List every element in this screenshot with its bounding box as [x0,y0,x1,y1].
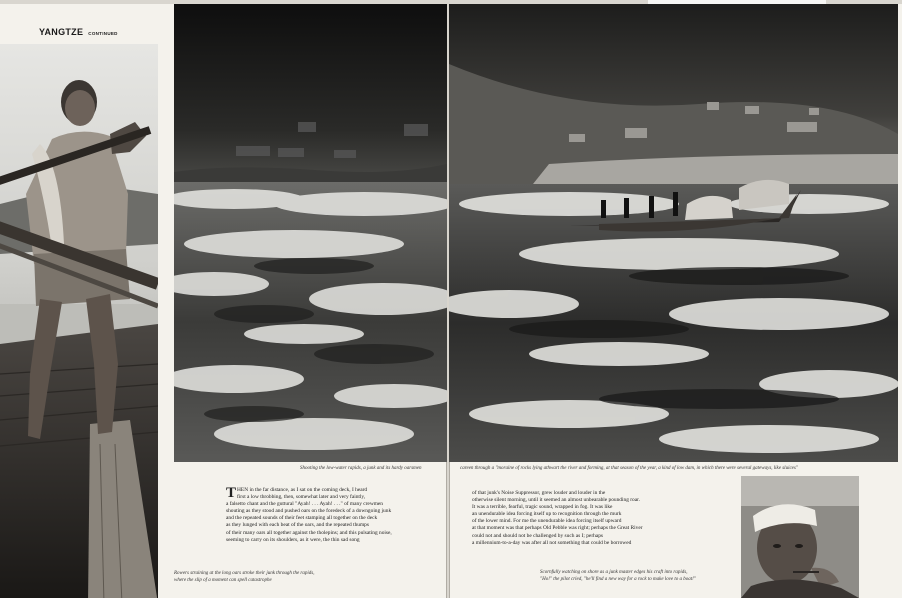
caption-ashore-line1: Scornfully watching on shore as a junk master edges his craft into rapids, [540,570,688,575]
caption-ashore [540,569,696,583]
caption-rowers-line2: where the slip of a moment can spell catastrophe [174,578,272,583]
caption-left: Shooting the low-water rapids, a junk and its hardy oarsmen [300,466,422,471]
caption-right: careen through a "moraine of rocks lying athwart the river and forming, at that season of the year, a kind of low dam, in which there were several gateways, like sluices" [460,466,798,471]
body-line: and the repeated sounds of their feet stamping all together on the deck [226,515,378,522]
section-title: YANGTZE [39,27,84,37]
body-line: of their many oars all together against the tholepins; and this pulsating noise, [226,529,392,536]
body-line: a falsetto chant and the guttural "Ayah! . . . Ayah! . . ." of many crewmen [226,501,383,508]
section-subtitle: CONTINUED [88,31,118,36]
pilot-portrait-photo [741,476,859,598]
body-line: seeming to carry on its shoulders, as it were, the thin sad song [226,536,360,543]
rapids-left-photo [174,4,447,462]
drop-cap: T [226,485,237,501]
section-header [39,27,118,37]
caption-rowers-line1: Rowers straining at the long oars stroke their junk through the rapids, [174,571,315,576]
body-line: at that moment was that perhaps Old Pebble was right; perhaps the Great River [472,525,643,532]
body-column-1 [226,487,392,544]
body-line: as they lunged with each beat of the oars, and the repeated thumps [226,522,369,529]
body-line: an unendurable idea forcing itself up to recognition through the murk [472,511,622,518]
oarsman-photo [0,44,158,598]
body-line: HEN in the far distance, as I sat on the coming deck, I heard [237,487,368,493]
body-line: first a low throbbing, then, somewhat later and very faintly, [237,494,366,501]
body-line: shouting as they stood and pushed oars on the foredeck of a downgoing junk [226,508,392,515]
body-line: otherwise silent morning, until it seemed an almost unbearable pounding roar. [472,497,640,504]
body-line: of the lower mind. For me the unendurable idea forcing itself upward [472,518,622,525]
caption-rowers [174,570,314,584]
caption-ashore-line2: "Ho!" the pilot cried, "he'll find a new way for a rock to make love to a boat!" [540,577,696,582]
body-column-2 [472,490,643,547]
body-line: of that junk's Noise Suppressor, grew louder and louder in the [472,490,606,496]
body-line: could not and should not be challenged by such as I; perhaps [472,532,603,539]
rapids-right-photo [449,4,898,462]
body-line: a millennium-to-a-day was after all not something that could be borrowed [472,539,632,546]
body-line: It was a terrible, fearful, tragic sound, wrapped in fog. It was like [472,504,613,511]
